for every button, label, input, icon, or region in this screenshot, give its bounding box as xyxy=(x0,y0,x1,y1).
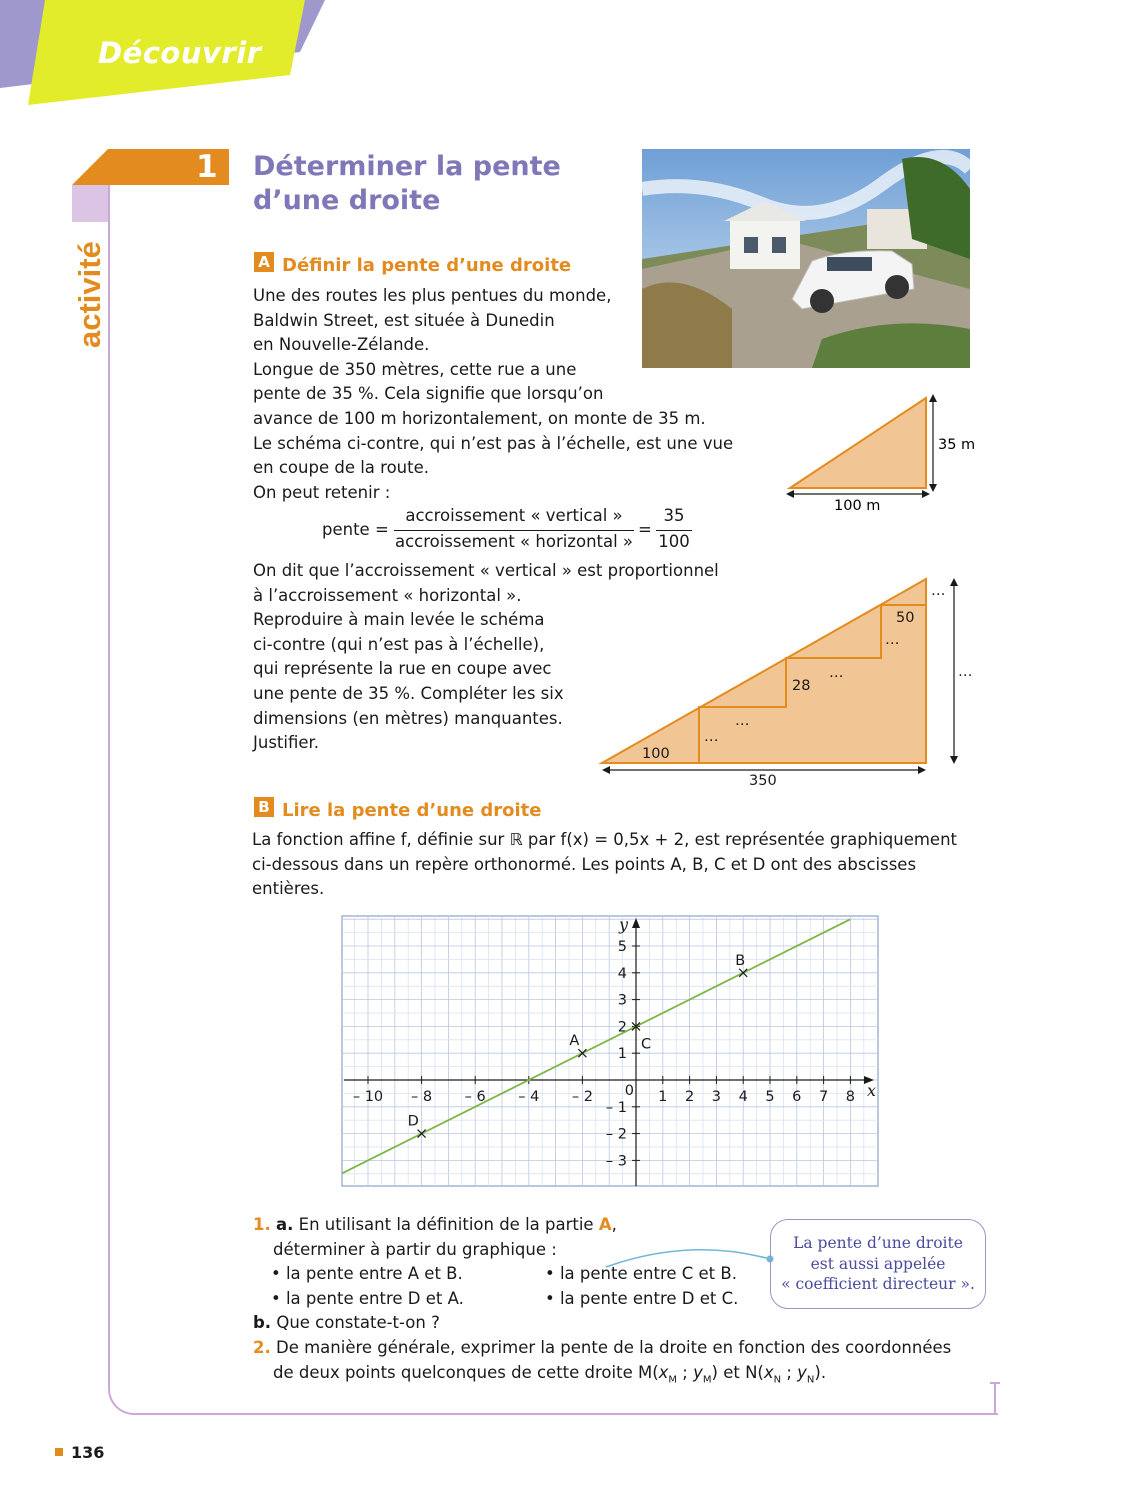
section-b-intro xyxy=(252,828,957,902)
bullet-item: • la pente entre D et A. xyxy=(271,1289,464,1308)
text-line: On dit que l’accroissement « vertical » est proportionnel xyxy=(253,561,719,580)
small-triangle-base-label: 100 m xyxy=(834,498,881,514)
text-line: en Nouvelle-Zélande. xyxy=(253,335,430,355)
question-1a-line2: déterminer à partir du graphique : xyxy=(273,1240,557,1259)
q2-end: ). xyxy=(814,1363,827,1382)
text-line: Baldwin Street, est située à Dunedin xyxy=(253,310,555,330)
q2-xN: x xyxy=(763,1363,774,1382)
big-triangle-label: … xyxy=(931,583,946,599)
text-line: ci-contre (qui n’est pas à l’échelle), xyxy=(253,634,545,654)
big-triangle-label: … xyxy=(704,729,719,745)
text-line: entières. xyxy=(252,879,325,899)
formula-num-value: 35 xyxy=(663,506,685,525)
x-tick-label: – 2 xyxy=(571,1089,593,1105)
bullet-item: • la pente entre C et B. xyxy=(545,1264,737,1283)
question-2-line1: De manière générale, exprimer la pente de la droite en fonction des coordonnées xyxy=(276,1338,952,1357)
small-triangle-shape xyxy=(790,398,926,488)
x-tick-label: 2 xyxy=(684,1089,695,1105)
big-triangle-label: … xyxy=(829,665,844,681)
big-triangle-label: 50 xyxy=(896,610,915,626)
function-graph xyxy=(338,910,884,1192)
small-triangle-height-label: 35 m xyxy=(938,437,976,453)
x-tick-label: 1 xyxy=(658,1089,668,1105)
question-1a-text: En utilisant la définition de la partie xyxy=(298,1215,594,1234)
text-line: La fonction affine f, définie sur ℝ par f(x) = 0,5x + 2, est représentée graphiquement xyxy=(252,830,958,849)
activity-number: 1 xyxy=(196,149,218,185)
text-line: en coupe de la route. xyxy=(253,458,429,478)
x-tick-label: 7 xyxy=(818,1089,829,1105)
q2-subN: N xyxy=(773,1374,782,1386)
section-a-title: Définir la pente d’une droite xyxy=(282,255,572,276)
y-tick-label: 2 xyxy=(617,1019,627,1036)
text-line: Une des routes les plus pentues du monde, xyxy=(253,286,612,305)
formula-equals: = xyxy=(638,520,652,539)
formula-denominator: accroissement « horizontal » xyxy=(394,532,634,551)
y-tick-label: 5 xyxy=(617,939,627,955)
q2-subN: N xyxy=(806,1374,815,1386)
activity-title-line2: d’une droite xyxy=(253,185,441,216)
text-line: Le schéma ci-contre, qui n’est pas à l’échelle, est une vue xyxy=(253,433,734,453)
q2-sep: ; xyxy=(677,1363,694,1382)
q2-mid: ) et N( xyxy=(711,1363,764,1382)
question-1a xyxy=(253,1213,773,1238)
big-triangle-label: … xyxy=(958,664,973,680)
question-1a-ref: A xyxy=(598,1215,612,1234)
point-d-label: D xyxy=(407,1113,419,1130)
big-slope-triangle xyxy=(595,570,985,792)
text-line: une pente de 35 %. Compléter les six xyxy=(253,683,564,703)
q2-yN: y xyxy=(797,1363,807,1382)
question-1a-letter: a. xyxy=(276,1215,294,1234)
section-b-badge: B xyxy=(254,797,274,817)
activity-title xyxy=(253,150,561,218)
big-triangle-label: 28 xyxy=(792,678,811,694)
point-b-label: B xyxy=(735,952,746,969)
question-1b xyxy=(253,1311,440,1336)
formula-bar-2 xyxy=(656,530,692,531)
text-line: à l’accroissement « horizontal ». xyxy=(253,585,522,605)
question-2 xyxy=(253,1336,973,1361)
question-1-number: 1. xyxy=(253,1215,271,1234)
big-triangle-label: … xyxy=(735,713,750,729)
y-tick-label: 4 xyxy=(617,965,627,982)
point-c-label: C xyxy=(641,1036,652,1053)
y-tick-label: 1 xyxy=(617,1046,627,1063)
text-line: Justifier. xyxy=(253,733,320,753)
question-1a-tail: , xyxy=(611,1215,617,1234)
x-tick-label: 5 xyxy=(765,1089,775,1105)
text-line: Longue de 350 mètres, cette rue a une xyxy=(253,359,577,379)
formula-lhs: pente = xyxy=(322,520,389,539)
big-triangle-step-label: 100 xyxy=(642,746,670,762)
text-line: qui représente la rue en coupe avec xyxy=(253,659,552,679)
section-b-title: Lire la pente d’une droite xyxy=(282,800,542,821)
text-line: On peut retenir : xyxy=(253,482,391,502)
activity-frame-tick xyxy=(990,1382,1000,1384)
big-triangle-shape xyxy=(602,579,926,763)
big-triangle-label: … xyxy=(885,632,900,648)
side-note-line2: est aussi appelée xyxy=(810,1254,946,1273)
x-tick-label: – 6 xyxy=(464,1089,486,1105)
x-tick-label: – 8 xyxy=(411,1089,433,1105)
y-tick-label: – 3 xyxy=(605,1153,627,1170)
activity-side-label xyxy=(64,236,114,356)
section-a-badge: A xyxy=(254,252,274,272)
graph-frame xyxy=(342,916,878,1186)
x-tick-label: 0 xyxy=(624,1083,634,1099)
side-note-line3: « coefficient directeur ». xyxy=(781,1275,975,1293)
question-1b-letter: b. xyxy=(253,1313,272,1332)
q2-sep: ; xyxy=(781,1363,798,1382)
note-connector xyxy=(600,1235,780,1275)
x-tick-label: – 4 xyxy=(518,1089,540,1105)
text-line: ci-dessous dans un repère orthonormé. Les points A, B, C et D ont des abscisses xyxy=(252,854,917,874)
question-2-number: 2. xyxy=(253,1338,271,1357)
q2-text: de deux points quelconques de cette droite M( xyxy=(273,1363,659,1382)
question-1b-text: Que constate-t-on ? xyxy=(276,1313,440,1332)
activity-side-text: activité xyxy=(72,241,107,348)
q2-xM: x xyxy=(658,1363,669,1382)
header-tab-label: Découvrir xyxy=(98,36,262,70)
y-axis-label: y xyxy=(619,915,629,934)
x-axis-label: x xyxy=(867,1081,877,1100)
question-2-line2 xyxy=(273,1361,826,1393)
x-tick-label: 8 xyxy=(845,1089,856,1105)
side-note xyxy=(770,1219,986,1309)
bullet-item: • la pente entre A et B. xyxy=(271,1264,463,1283)
text-line: Reproduire à main levée le schéma xyxy=(253,610,545,630)
text-line: avance de 100 m horizontalement, on monte de 35 m. xyxy=(253,408,706,428)
text-line: pente de 35 %. Cela signifie que lorsqu’on xyxy=(253,384,604,404)
y-tick-label: 3 xyxy=(617,992,627,1009)
side-note-line1: La pente d’une droite xyxy=(793,1234,963,1252)
activity-frame-end xyxy=(994,1382,996,1413)
page-number-marker xyxy=(55,1448,63,1456)
q2-subM: M xyxy=(702,1374,712,1386)
x-tick-label: 6 xyxy=(792,1089,802,1105)
formula-bar xyxy=(394,530,634,531)
activity-side-band xyxy=(72,185,108,222)
small-slope-triangle xyxy=(780,390,990,520)
big-triangle-base-label: 350 xyxy=(749,773,777,789)
formula-numerator: accroissement « vertical » xyxy=(405,506,623,525)
q2-yM: y xyxy=(693,1363,703,1382)
formula-den-value: 100 xyxy=(658,532,690,551)
q2-subM: M xyxy=(668,1374,678,1386)
page-number: 136 xyxy=(71,1443,105,1462)
y-tick-label: – 2 xyxy=(605,1126,627,1143)
section-a-paragraph-1 xyxy=(253,284,733,505)
y-tick-label: – 1 xyxy=(605,1099,627,1116)
bullet-item: • la pente entre D et C. xyxy=(545,1289,739,1308)
text-line: dimensions (en mètres) manquantes. xyxy=(253,708,563,728)
x-tick-label: – 10 xyxy=(352,1089,384,1105)
activity-title-line1: Déterminer la pente xyxy=(253,151,561,182)
x-tick-label: 3 xyxy=(711,1089,722,1105)
point-a-label: A xyxy=(569,1033,580,1050)
x-tick-label: 4 xyxy=(738,1089,748,1105)
